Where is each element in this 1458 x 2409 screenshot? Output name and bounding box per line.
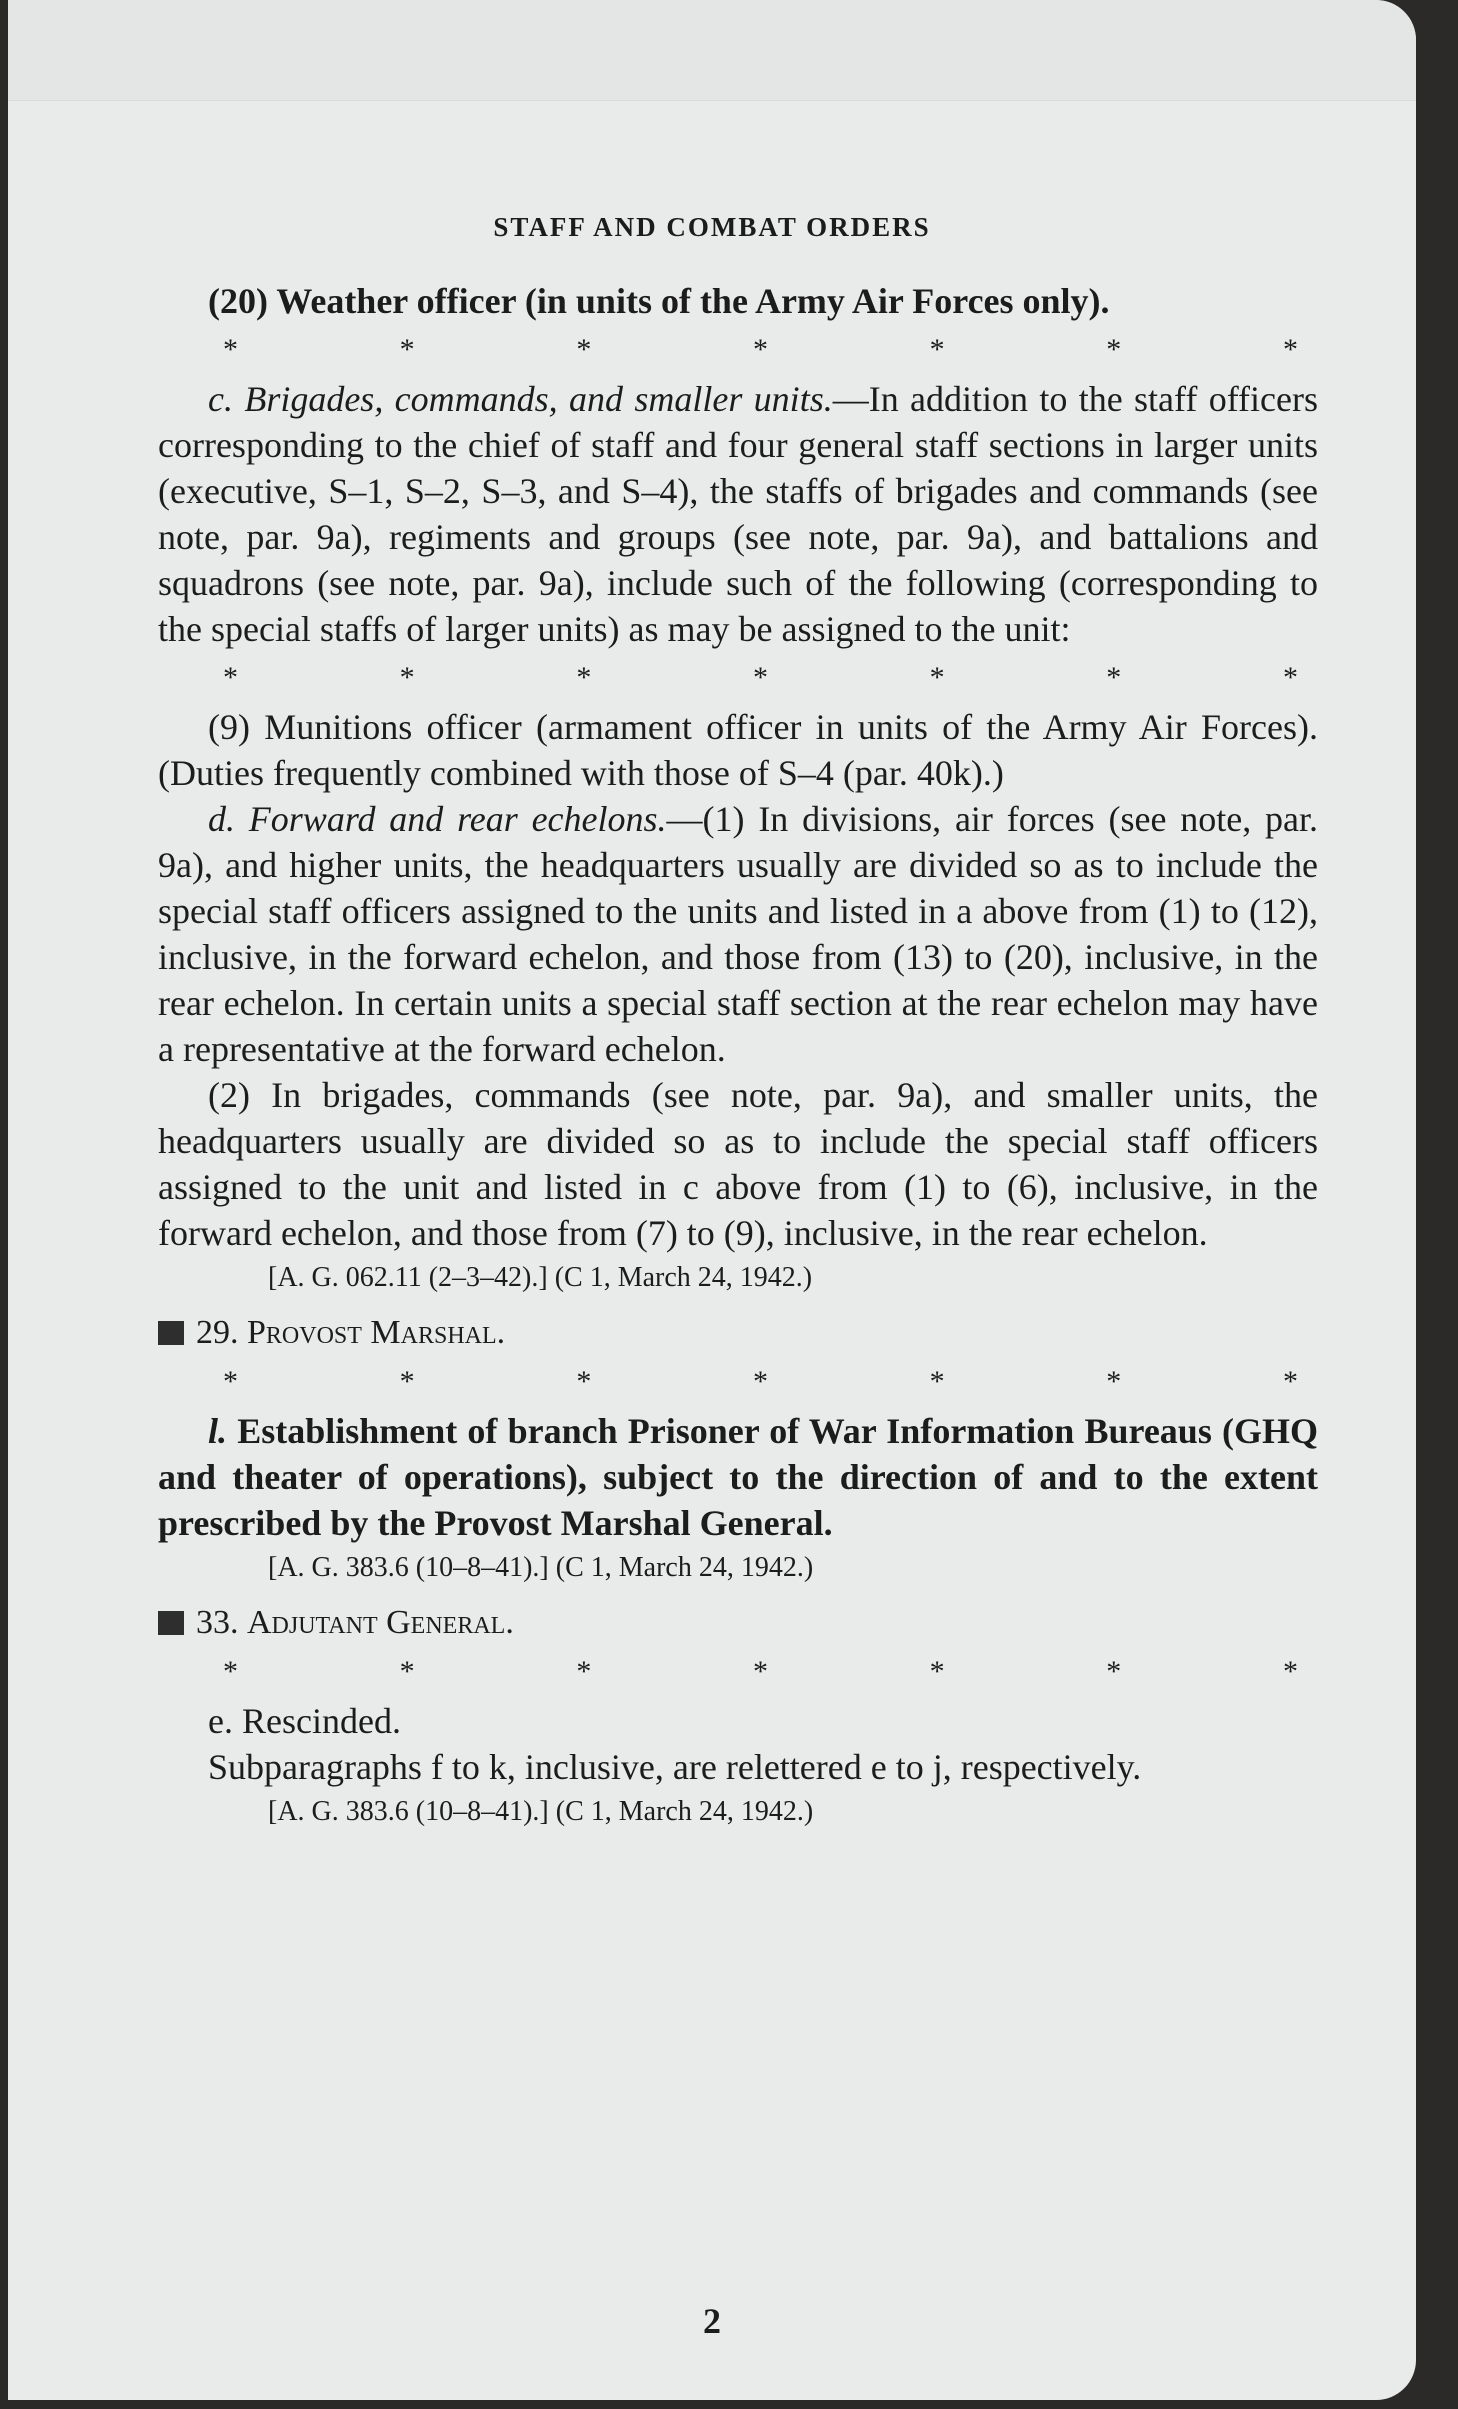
star: * [1282, 661, 1298, 694]
section-number: 29. [196, 1314, 239, 1351]
paragraph-munitions-officer: (9) Munitions officer (armament officer in units of the Army Air Forces). (Duties frequently combined with those of S–4 (par. 40k).) [158, 707, 1318, 793]
section-heading-29 [158, 1310, 1318, 1356]
paragraph-prisoner-bureaus [158, 1408, 1318, 1546]
paragraph-brigades-echelons: (2) In brigades, commands (see note, par. 9a), and smaller units, the headquarters usually are divided so as to include the special staff officers assigned to the unit and listed in c above from (1) to (6), inclusive, in the forward echelon, and those from (7) to (9), inclusive, in the rear echelon. [158, 1075, 1318, 1253]
paragraph-echelons [158, 796, 1318, 1072]
star: * [1282, 1655, 1298, 1688]
star: * [929, 661, 945, 694]
star: * [1106, 1365, 1122, 1398]
section-heading-33 [158, 1600, 1318, 1646]
star: * [576, 1655, 592, 1688]
paragraph-weather-officer: (20) Weather officer (in units of the Army Air Forces only). [208, 281, 1110, 321]
star: * [399, 333, 415, 366]
section-title: Adjutant General. [247, 1604, 514, 1641]
ellipsis-stars [158, 652, 1298, 704]
paragraph-relettered: Subparagraphs f to k, inclusive, are relettered e to j, respectively. [208, 1747, 1142, 1787]
star: * [223, 661, 238, 694]
paragraph-text: Establishment of branch Prisoner of War Information Bureaus (GHQ and theater of operations), subject to the direction of and to the extent prescribed by the Provost Marshal General. [158, 1411, 1319, 1543]
page-number: 2 [703, 2301, 721, 2341]
paragraph-text: —In addition to the staff officers corresponding to the chief of staff and four general staff sections in larger units (executive, S–1, S–2, S–3, and S–4), the staffs of brigades and commands (see note, par. 9a), regiments and groups (see note, par. 9a), and battalions and squadrons (see note, par. 9a), include such of the following (corresponding to the special staffs of larger units) as may be assigned to the unit: [158, 379, 1318, 649]
star: * [1282, 333, 1298, 366]
ellipsis-stars [158, 324, 1298, 376]
star: * [399, 1365, 415, 1398]
running-header: STAFF AND COMBAT ORDERS [493, 212, 931, 242]
page-body [158, 278, 1318, 1838]
section-number: 33. [196, 1604, 239, 1641]
star: * [1106, 333, 1122, 366]
paragraph-label: d. Forward and rear echelons. [208, 799, 667, 839]
book-page [8, 0, 1416, 2400]
ellipsis-stars [158, 1646, 1298, 1698]
top-margin [8, 0, 1416, 101]
star: * [752, 333, 768, 366]
star: * [399, 661, 415, 694]
star: * [399, 1655, 415, 1688]
star: * [752, 661, 768, 694]
star: * [223, 1655, 238, 1688]
citation: [A. G. 062.11 (2–3–42).] (C 1, March 24, 1942.) [268, 1262, 813, 1293]
section-marker-icon [158, 1321, 184, 1345]
citation: [A. G. 383.6 (10–8–41).] (C 1, March 24, 1942.) [268, 1796, 814, 1827]
star: * [929, 1655, 945, 1688]
citation: [A. G. 383.6 (10–8–41).] (C 1, March 24, 1942.) [268, 1552, 814, 1583]
star: * [223, 333, 238, 366]
paragraph-brigades [158, 376, 1318, 652]
star: * [752, 1365, 768, 1398]
star: * [1106, 661, 1122, 694]
star: * [576, 333, 592, 366]
section-title: Provost Marshal. [247, 1314, 506, 1351]
star: * [929, 333, 945, 366]
section-marker-icon [158, 1611, 184, 1635]
paragraph-label: l. [208, 1411, 228, 1451]
paragraph-label: c. Brigades, commands, and smaller units. [208, 379, 833, 419]
star: * [1282, 1365, 1298, 1398]
star: * [1106, 1655, 1122, 1688]
star: * [929, 1365, 945, 1398]
ellipsis-stars [158, 1356, 1298, 1408]
paragraph-rescinded: e. Rescinded. [208, 1701, 401, 1741]
star: * [752, 1655, 768, 1688]
paragraph-text: —(1) In divisions, air forces (see note, par. 9a), and higher units, the headquarters usually are divided so as to include the special staff officers assigned to the units and listed in a above from (1) to (12), inclusive, in the forward echelon, and those from (13) to (20), inclusive, in the rear echelon. In certain units a special staff section at the rear echelon may have a representative at the forward echelon. [158, 799, 1318, 1069]
star: * [576, 661, 592, 694]
star: * [576, 1365, 592, 1398]
star: * [223, 1365, 238, 1398]
